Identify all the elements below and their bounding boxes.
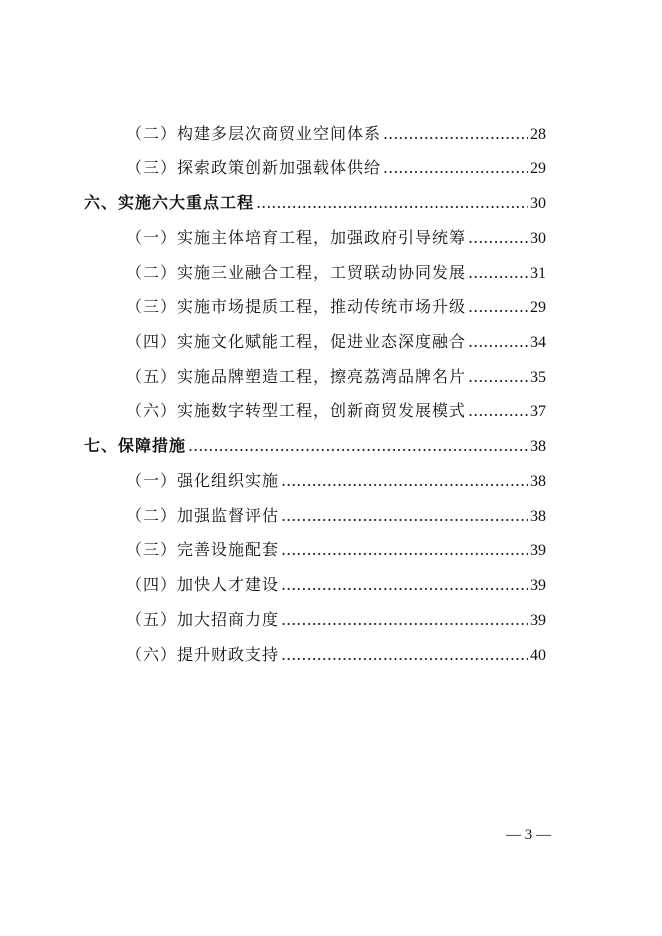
toc-entry-title: （五）实施品牌塑造工程，擦亮荔湾品牌名片 <box>126 367 467 386</box>
toc-entry-title: （二）实施三业融合工程，工贸联动协同发展 <box>126 263 467 282</box>
toc-entry[interactable] <box>126 643 546 667</box>
toc-chapter-title: 六、实施六大重点工程 <box>84 193 255 212</box>
toc-entry-page: 37 <box>530 403 546 420</box>
toc-entry-title: （四）加快人才建设 <box>126 575 280 594</box>
toc-chapter-title: 七、保障措施 <box>84 436 187 455</box>
toc-leader-dots <box>281 608 528 632</box>
toc-leader-dots <box>468 399 528 423</box>
toc-leader-dots <box>468 365 528 389</box>
toc-entry-page: 31 <box>530 265 546 282</box>
toc-entry-title: （二）构建多层次商贸业空间体系 <box>126 124 382 143</box>
toc-leader-dots <box>281 538 528 562</box>
toc-entry-page: 29 <box>530 299 546 316</box>
toc-entry-title: （三）探索政策创新加强载体供给 <box>126 158 382 177</box>
toc-leader-dots <box>188 434 528 458</box>
page-number: — 3 — <box>506 827 551 843</box>
toc-entry-title: （一）强化组织实施 <box>126 471 280 490</box>
toc-leader-dots <box>383 156 528 180</box>
toc-entry-title: （三）实施市场提质工程，推动传统市场升级 <box>126 297 467 316</box>
toc-entry-page: 40 <box>530 647 546 664</box>
toc-entry-page: 28 <box>530 126 546 143</box>
toc-entry-page: 39 <box>530 577 546 594</box>
toc-leader-dots <box>468 295 528 319</box>
toc-entry[interactable] <box>126 156 546 180</box>
toc-leader-dots <box>281 504 528 528</box>
toc-leader-dots <box>383 122 528 146</box>
toc-entry-page: 38 <box>530 438 546 455</box>
toc-entry[interactable] <box>126 295 546 319</box>
toc-entry[interactable] <box>126 573 546 597</box>
toc-entry-page: 30 <box>530 195 546 212</box>
toc-entry-page: 29 <box>530 160 546 177</box>
toc-leader-dots <box>256 191 528 215</box>
toc-entry-title: （六）提升财政支持 <box>126 645 280 664</box>
toc-chapter-entry[interactable] <box>84 434 546 458</box>
toc-entry[interactable] <box>126 608 546 632</box>
toc-entry[interactable] <box>126 399 546 423</box>
toc-entry[interactable] <box>126 538 546 562</box>
toc-entry[interactable] <box>126 226 546 250</box>
toc-entry[interactable] <box>126 330 546 354</box>
toc-entry-title: （五）加大招商力度 <box>126 610 280 629</box>
toc-entry-page: 39 <box>530 542 546 559</box>
toc-entry-title: （三）完善设施配套 <box>126 540 280 559</box>
toc-entry[interactable] <box>126 261 546 285</box>
toc-leader-dots <box>468 330 528 354</box>
toc-entry[interactable] <box>126 504 546 528</box>
toc-entry[interactable] <box>126 122 546 146</box>
toc-leader-dots <box>468 261 528 285</box>
toc-leader-dots <box>281 573 528 597</box>
toc-entry-page: 34 <box>530 334 546 351</box>
toc-entry-page: 39 <box>530 612 546 629</box>
toc-chapter-entry[interactable] <box>84 191 546 215</box>
toc-leader-dots <box>468 226 528 250</box>
toc-entry-page: 38 <box>530 508 546 525</box>
toc-entry-page: 30 <box>530 230 546 247</box>
toc-leader-dots <box>281 643 528 667</box>
toc-entry-page: 38 <box>530 473 546 490</box>
toc-entry-title: （四）实施文化赋能工程，促进业态深度融合 <box>126 332 467 351</box>
toc-entry[interactable] <box>126 365 546 389</box>
toc-leader-dots <box>281 469 528 493</box>
toc-entry-title: （一）实施主体培育工程，加强政府引导统筹 <box>126 228 467 247</box>
toc-entry[interactable] <box>126 469 546 493</box>
toc-entry-page: 35 <box>530 369 546 386</box>
toc-entry-title: （二）加强监督评估 <box>126 506 280 525</box>
toc-entry-title: （六）实施数字转型工程，创新商贸发展模式 <box>126 401 467 420</box>
